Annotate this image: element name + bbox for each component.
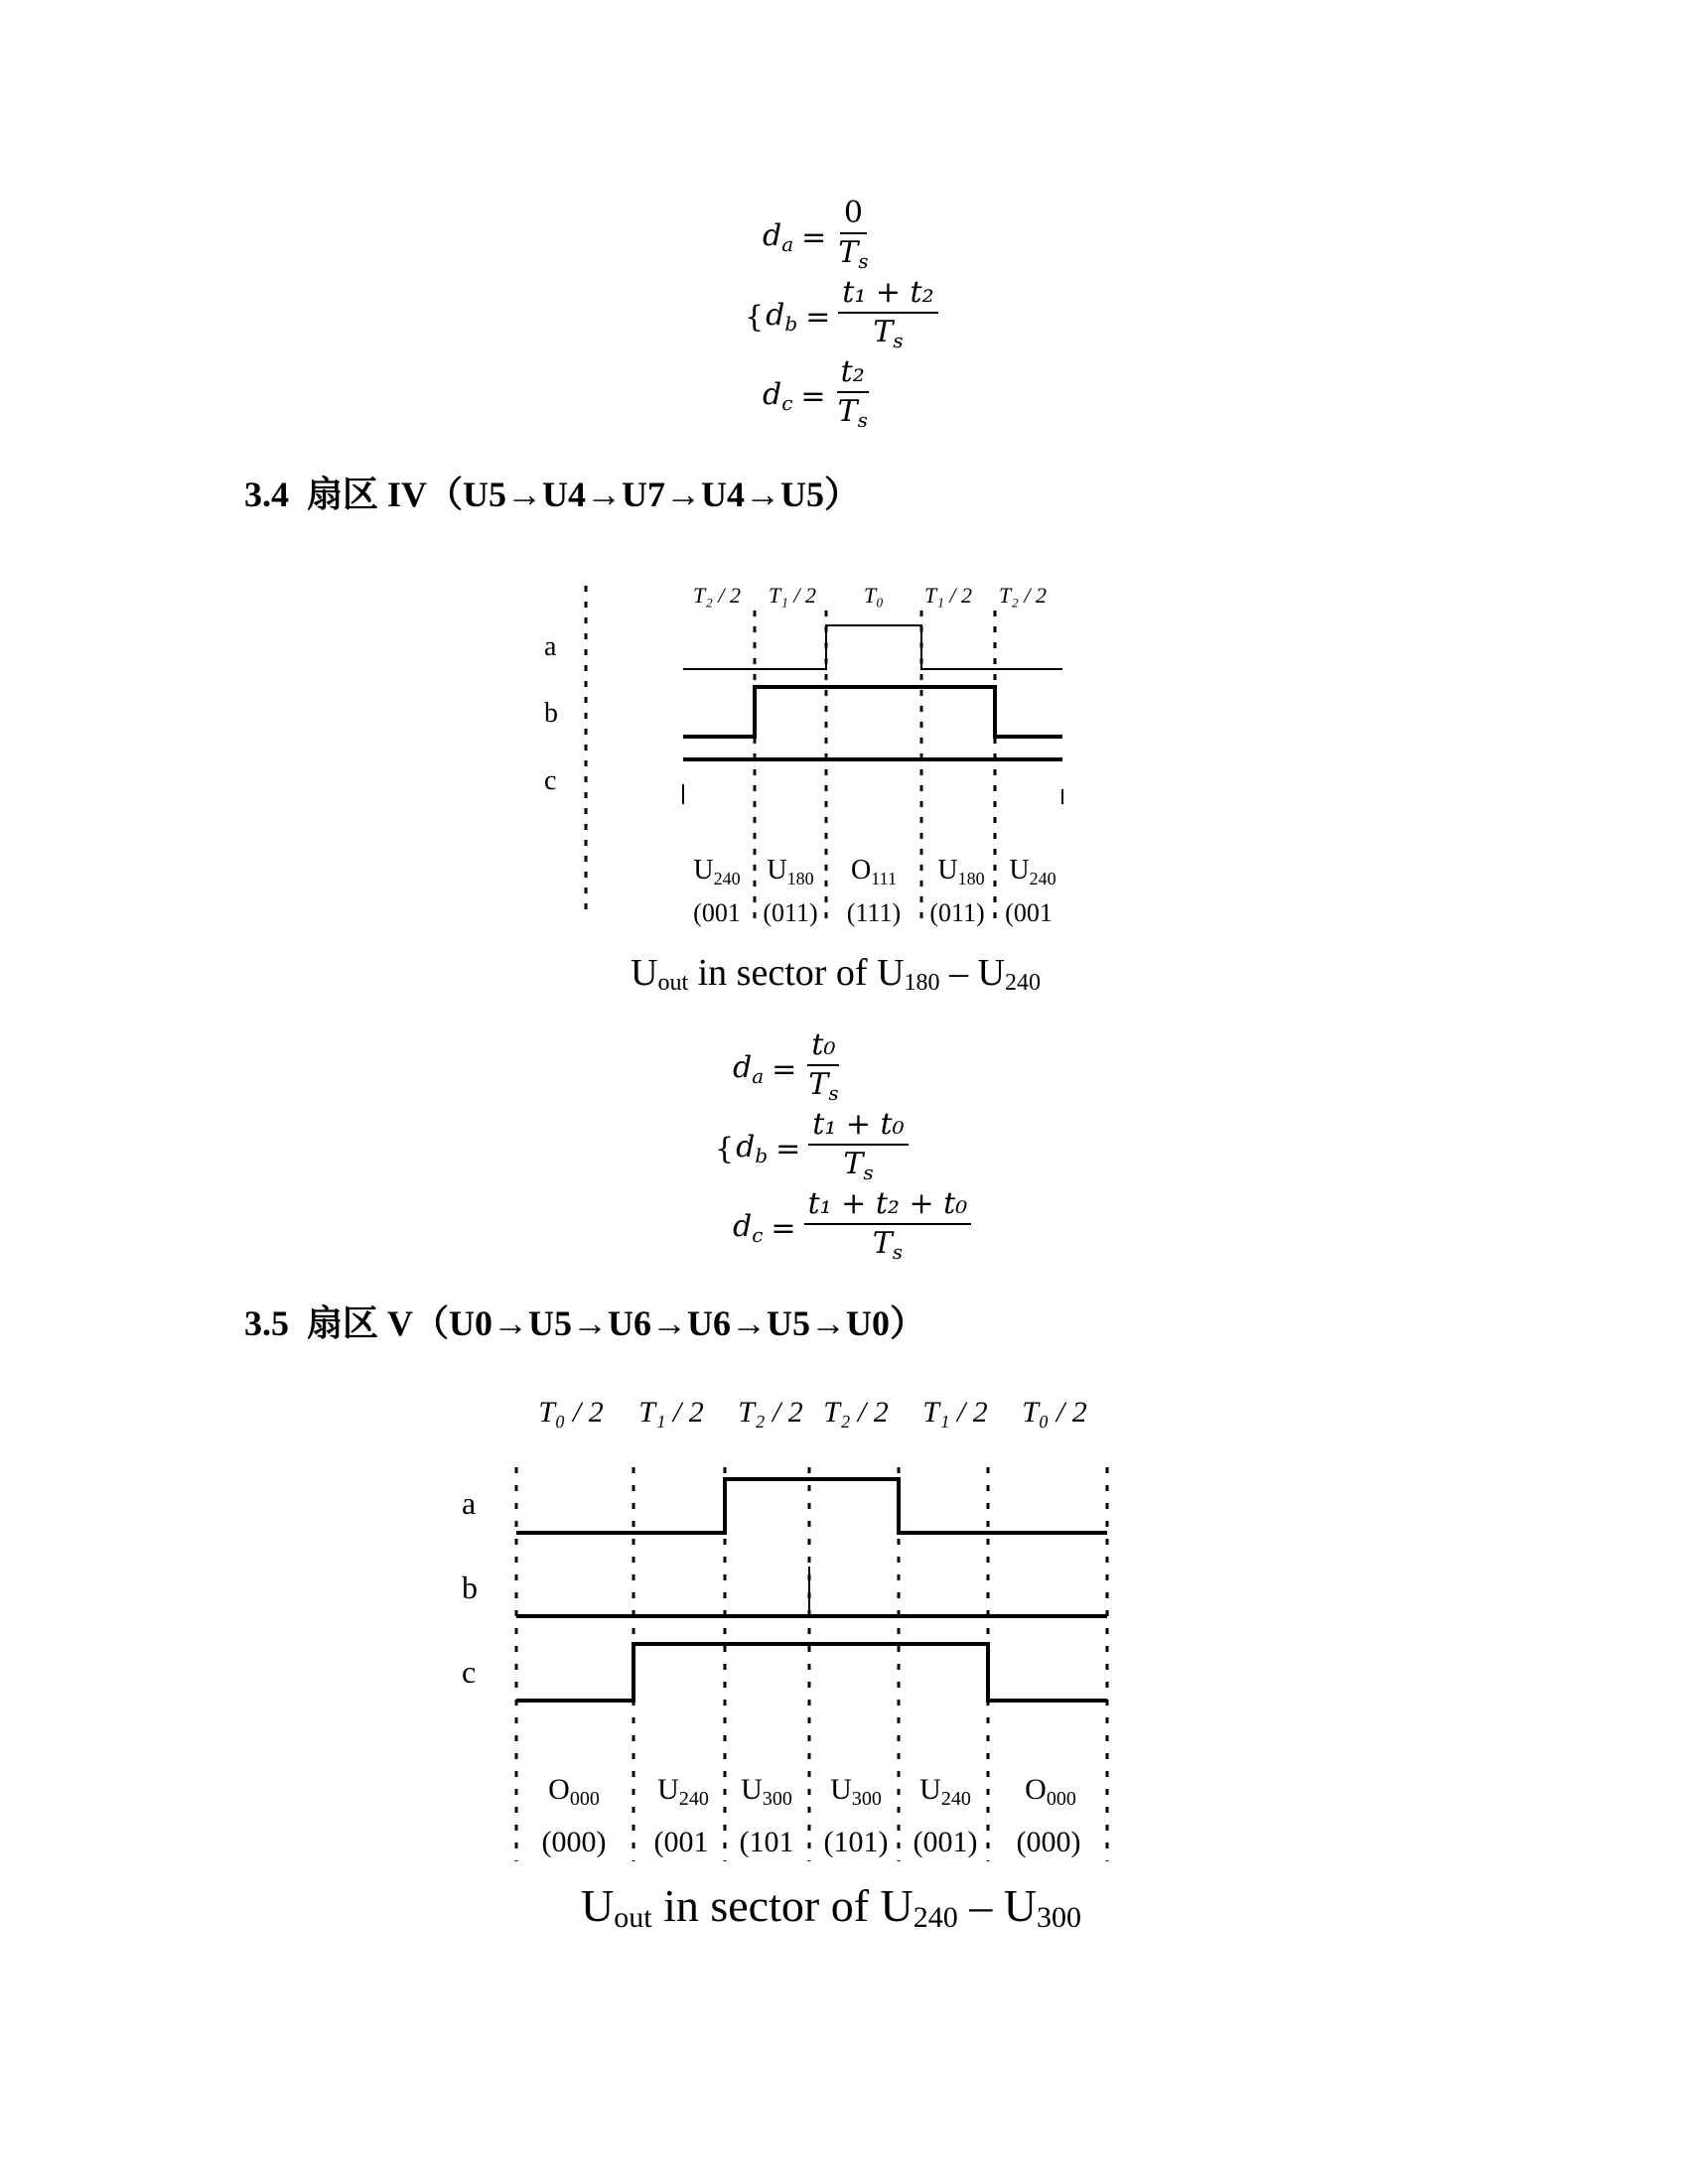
vector-code: (001 <box>653 1826 709 1858</box>
vector-code: (111) <box>846 898 902 927</box>
signal-label-a: a <box>462 1485 477 1521</box>
time-label: T₁ / 2 <box>922 1396 988 1429</box>
vector-label: $U_{240}$ <box>657 1773 709 1810</box>
eq-lhs: $d_a$ <box>733 1050 765 1088</box>
vector-label: $U_{300}$ <box>830 1773 882 1810</box>
equals-sign: = <box>775 1131 801 1166</box>
time-label: T₂ / 2 <box>693 583 741 608</box>
equals-sign: = <box>805 299 831 335</box>
denominator: $T_s$ <box>838 235 869 273</box>
section-title: 扇区 V（U0→U5→U6→U6→U5→U0） <box>307 1303 925 1343</box>
waveform-c <box>516 1644 1107 1701</box>
signal-label-a: a <box>544 631 557 662</box>
time-label: T₂ / 2 <box>823 1396 889 1429</box>
vector-label: $U_{240}$ <box>1009 855 1056 888</box>
equals-sign: = <box>771 1210 796 1246</box>
vector-code: (011) <box>763 898 818 927</box>
vector-label: $U_{180}$ <box>937 855 985 888</box>
vector-label: $U_{240}$ <box>693 855 741 888</box>
signal-label-c: c <box>544 765 557 796</box>
denominator: $T_s$ <box>872 1226 904 1264</box>
numerator: t₁ + t₂ <box>838 276 937 314</box>
signal-label-b: b <box>462 1570 478 1605</box>
brace: { <box>715 1131 735 1166</box>
vector-code: (001) <box>913 1826 978 1858</box>
brace: { <box>745 299 765 335</box>
vector-code: (000) <box>541 1826 607 1858</box>
section-number: 3.5 <box>244 1303 289 1343</box>
vector-label: $O_{000}$ <box>548 1773 600 1810</box>
vector-label: $O_{000}$ <box>1025 1773 1076 1810</box>
vector-code: (101) <box>823 1826 889 1858</box>
time-label: T₂ / 2 <box>999 583 1047 608</box>
section-number: 3.4 <box>244 475 289 514</box>
eq-lhs: $d_b$ <box>736 1130 769 1167</box>
eq-lhs: $d_c$ <box>763 377 793 415</box>
time-label: T₀ / 2 <box>538 1396 604 1429</box>
denominator: $T_s$ <box>837 394 868 432</box>
vector-label: $U_{300}$ <box>741 1773 792 1810</box>
time-label: T₂ / 2 <box>738 1396 803 1429</box>
waveform-a <box>516 1479 1107 1533</box>
numerator: 0 <box>840 197 867 234</box>
time-label: T₁ / 2 <box>924 583 972 608</box>
eq-lhs: $d_a$ <box>763 218 794 256</box>
vector-label: $U_{180}$ <box>767 855 814 888</box>
eq-lhs: $d_b$ <box>766 298 798 336</box>
equals-sign: = <box>772 1051 797 1087</box>
vector-label: $O_{111}$ <box>851 855 897 888</box>
denominator: $T_s$ <box>873 315 904 352</box>
vector-code: (101 <box>739 1826 794 1858</box>
equals-sign: = <box>800 378 826 414</box>
signal-label-c: c <box>462 1654 477 1690</box>
equals-sign: = <box>801 219 827 255</box>
time-label: T₁ / 2 <box>638 1396 704 1429</box>
numerator: t₂ <box>837 355 869 393</box>
signal-label-b: b <box>544 698 558 729</box>
diagram-caption: Uout in sector of U180 – U240 <box>631 952 1041 996</box>
numerator: t₁ + t₂ + t₀ <box>804 1187 972 1225</box>
vector-label: $U_{240}$ <box>919 1773 971 1810</box>
vector-code: (001 <box>1005 898 1053 927</box>
denominator: $T_s$ <box>843 1147 874 1184</box>
vector-code: (001 <box>693 898 741 927</box>
numerator: t₀ <box>807 1028 839 1066</box>
vector-code: (000) <box>1016 1826 1081 1858</box>
vector-code: (011) <box>929 898 985 927</box>
section-title: 扇区 IV（U5→U4→U7→U4→U5） <box>307 475 860 514</box>
denominator: $T_s$ <box>808 1067 839 1105</box>
numerator: t₁ + t₀ <box>808 1108 908 1146</box>
diagram-caption: Uout in sector of U240 – U300 <box>581 1880 1081 1934</box>
time-label: T₀ / 2 <box>1022 1396 1087 1429</box>
time-label: T₁ / 2 <box>769 583 816 608</box>
time-label: T₀ <box>864 583 884 608</box>
eq-lhs: $d_c$ <box>733 1209 764 1247</box>
